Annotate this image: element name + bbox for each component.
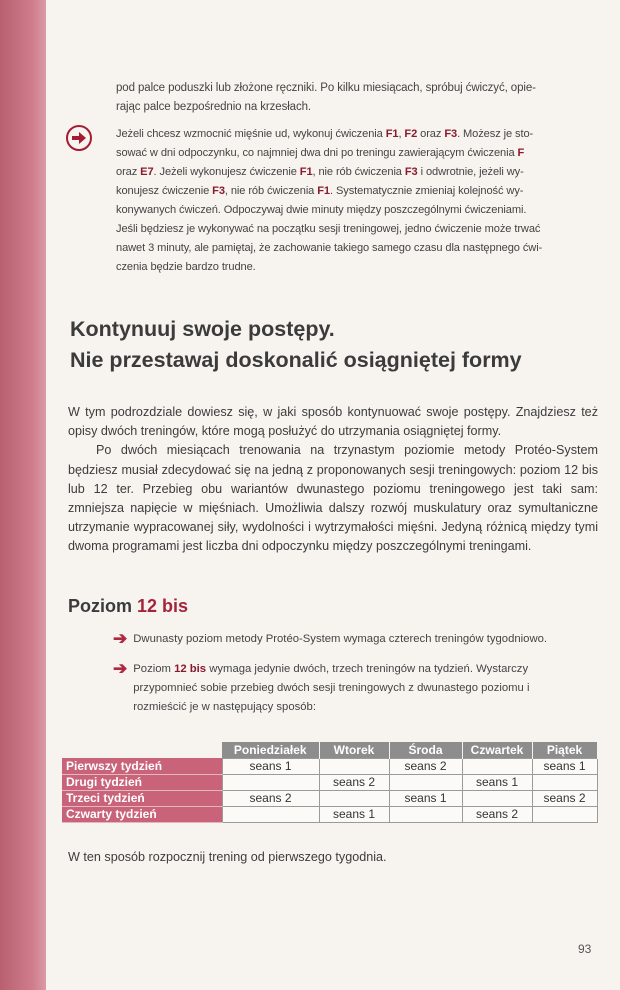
section-title	[70, 314, 600, 376]
arrow-right-icon: ➔	[113, 629, 128, 648]
training-schedule-table	[62, 742, 598, 823]
table-row: Czwarty tydzień seans 1 seans 2	[62, 806, 597, 822]
table-row: Pierwszy tydzień seans 1 seans 2 seans 1	[62, 758, 597, 774]
page-number: 93	[578, 942, 592, 956]
section-title-line-1: Kontynuuj swoje postępy.	[70, 317, 335, 341]
table-header: Czwartek	[462, 742, 532, 758]
arrow-right-icon: ➔	[113, 659, 128, 678]
bullet-item-2: ➔ Poziom 12 bis wymaga jedynie dwóch, trzech treningów na tydzień. Wystarczy przypomnieć sobie przebieg dwóch sesji treningowych z dwunastego poziomu i rozmieścić je w następujący sposób:	[113, 659, 530, 713]
intro-line: pod palce poduszki lub złożone ręczniki. Po kilku miesiącach, spróbuj ćwiczyć, opie-	[116, 82, 536, 94]
body-paragraph-1: W tym podrozdziale dowiesz się, w jaki sposób kontynuować swoje postępy. Znajdziesz też opisy dwóch treningów, które mogą posłużyć do utrzymania osiągniętej formy.	[68, 405, 598, 439]
closing-sentence: W ten sposób rozpocznij trening od pierwszego tygodnia.	[68, 850, 387, 864]
section-body	[68, 403, 598, 557]
table-row: Drugi tydzień seans 2 seans 1	[62, 774, 597, 790]
intro-paragraph	[116, 79, 576, 117]
table-header: Piątek	[532, 742, 597, 758]
section-title-line-2: Nie przestawaj doskonalić osiągniętej formy	[70, 348, 522, 372]
table-row: Trzeci tydzień seans 2 seans 1 seans 2	[62, 790, 597, 806]
intro-line: rając palce bezpośrednio na krzesłach.	[116, 101, 312, 113]
body-paragraph-2: Po dwóch miesiącach trenowania na trzynastym poziomie metody Protéo-System będziesz musiał zdecydować się na jedną z proponowanych sesji treningowych: poziom 12 bis lub 12 ter. Przebieg obu wariantów dwunastego poziomu treningowego jest taki sam: zmniejsza napięcie w mięśniach. Umożliwia dalszy rozwój muskulatury oraz symultaniczne utrzymanie wypracowanej siły, wydolności i wytrzymałości mięśni. Jedyną różnicą między tymi dwoma programami jest liczba dni odpoczynku między poszczególnymi treningami.	[68, 443, 598, 554]
page-edge-margin	[0, 0, 46, 990]
table-header: Wtorek	[319, 742, 389, 758]
tip-paragraph: Jeżeli chcesz wzmocnić mięśnie ud, wykonuj ćwiczenia F1, F2 oraz F3. Możesz je sto- sować w dni odpoczynku, co najmniej dwa dni po treningu zawierającym ćwiczenia F oraz E7. Jeżeli wykonujesz ćwiczenie F1, nie rób ćwiczenia F3 i odwrotnie, jeżeli wy- konujesz ćwiczenie F3, nie rób ćwiczenia F1. Systematycznie zmieniaj kolejność wy- konywanych ćwiczeń. Odpoczywaj dwie minuty między poszczególnymi ćwiczeniami. Jeśli będziesz je wykonywać na początku sesji treningowej, jedno ćwiczenie może trwać nawet 3 minuty, ale pamiętaj, że zachowanie takiego samego czasu dla następnego ćwi- czenia będzie bardzo trudne.	[116, 128, 543, 273]
table-header: Poniedziałek	[222, 742, 319, 758]
arrow-circle-icon	[66, 125, 92, 151]
level-title: Poziom 12 bis	[68, 596, 189, 616]
table-header: Środa	[389, 742, 462, 758]
bullet-item-1: ➔ Dwunasty poziom metody Protéo-System wymaga czterech treningów tygodniowo.	[113, 629, 548, 648]
